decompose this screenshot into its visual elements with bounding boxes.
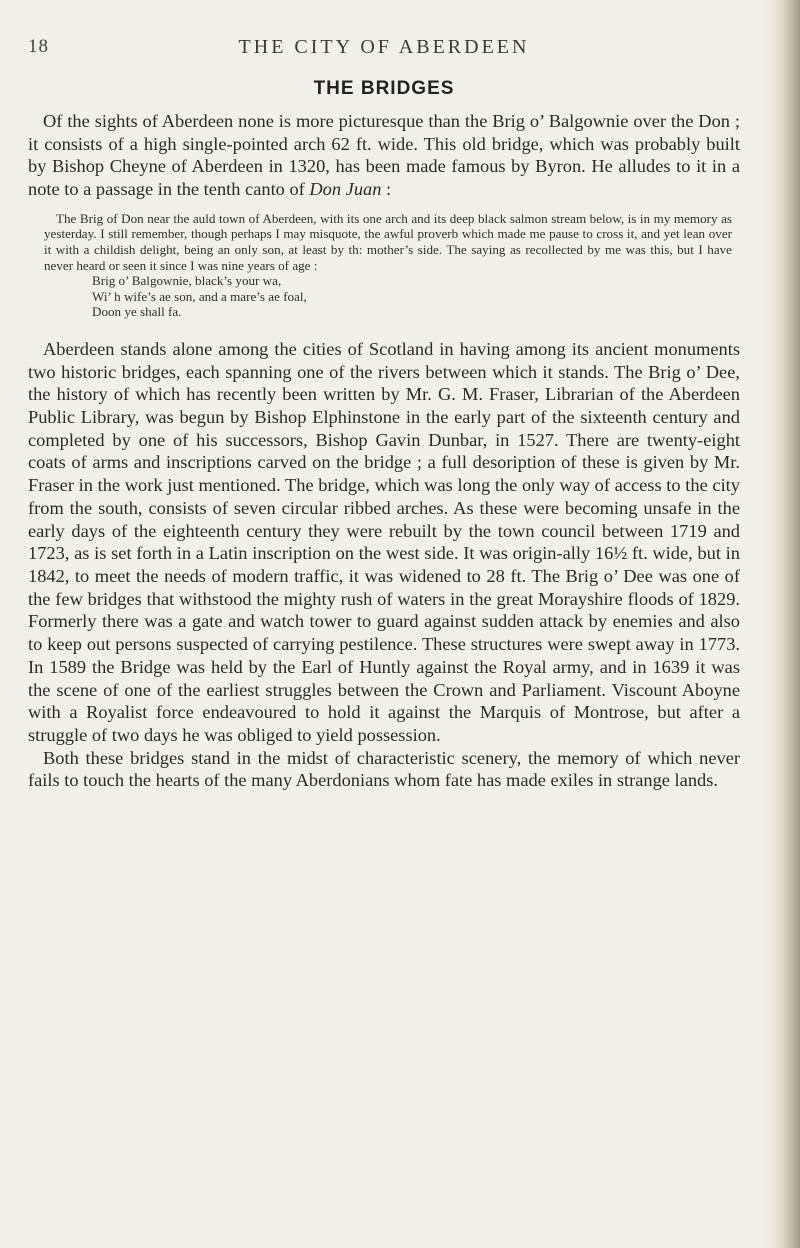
verse-line: Doon ye shall fa. <box>92 304 182 320</box>
work-title-don-juan: Don Juan <box>309 179 382 200</box>
byron-quote: The Brig of Don near the auld town of Aberdeen, with its one arch and its deep black salmon stream below, is in my memory as yesterday. I still remember, though perhaps I may misquote, the awful proverb which made me pause to cross it, and yet lean over it with a childish delight, being an only son, at least by th: mother’s side. The saying as recollected by me was this, but I have never heard or seen it since I was nine years of age : <box>44 210 732 273</box>
book-page <box>28 24 740 792</box>
verse-block <box>92 273 740 320</box>
paragraph-balgownie-end: : <box>381 179 392 200</box>
verse-line: Wi’ h wife’s ae son, and a mare’s ae foal, <box>92 288 307 304</box>
book-page-edge <box>766 0 800 1248</box>
section-title: THE BRIDGES <box>313 78 455 99</box>
paragraph-closing: Both these bridges stand in the midst of characteristic scenery, the memory of which never fails to touch the hearts of the many Aberdonians whom fate has made exiles in strange lands. <box>28 747 740 791</box>
paragraph-balgownie <box>28 110 740 201</box>
verse-line: Brig o’ Balgownie, black’s your wa, <box>92 273 282 289</box>
running-title: THE CITY OF ABERDEEN <box>238 36 530 58</box>
paragraph-balgownie-text: Of the sights of Aberdeen none is more picturesque than the Brig o’ Balgownie over the Don ; it consists of a high single-pointed arch 62 ft. wide. This old bridge, which was probably built by Bishop Cheyne of Aberdeen in 1320, has been made famous by Byron. He alludes to it in a note to a passage in the tenth canto of <box>28 111 740 200</box>
running-head <box>28 24 740 64</box>
paragraph-brig-o-dee: Aberdeen stands alone among the cities of Scotland in having among its ancient monuments two historic bridges, each spanning one of the rivers between which it stands. The Brig o’ Dee, the history of which has recently been written by Mr. G. M. Fraser, Librarian of the Aberdeen Public Library, was begun by Bishop Elphinstone in the early part of the sixteenth century and completed by one of his successors, Bishop Gavin Dunbar, in 1527. There are twenty-eight coats of arms and inscriptions carved on the bridge ; a full desoription of these is given by Mr. Fraser in the work just mentioned. The bridge, which was long the only way of access to the city from the south, consists of seven circular ribbed arches. As these were becoming unsafe in the early days of the eighteenth century they were rebuilt by the town council between 1719 and 1723, as is set forth in a Latin inscription on the west side. It was origin-ally 16½ ft. wide, but in 1842, to meet the needs of modern traffic, it was widened to 28 ft. The Brig o’ Dee was one of the few bridges that withstood the mighty rush of waters in the great Morayshire floods of 1829. Formerly there was a gate and watch tower to guard against sudden attack by enemies and also to keep out persons suspected of carrying pestilence. These structures were swept away in 1773. In 1589 the Bridge was held by the Earl of Huntly against the Royal army, and in 1639 it was the scene of one of the earliest struggles between the Crown and Parliament. Viscount Aboyne with a Royalist force endeavoured to hold it against the Marquis of Montrose, but after a struggle of two days he was obliged to yield possession. <box>28 338 740 745</box>
page-number: 18 <box>28 36 49 57</box>
